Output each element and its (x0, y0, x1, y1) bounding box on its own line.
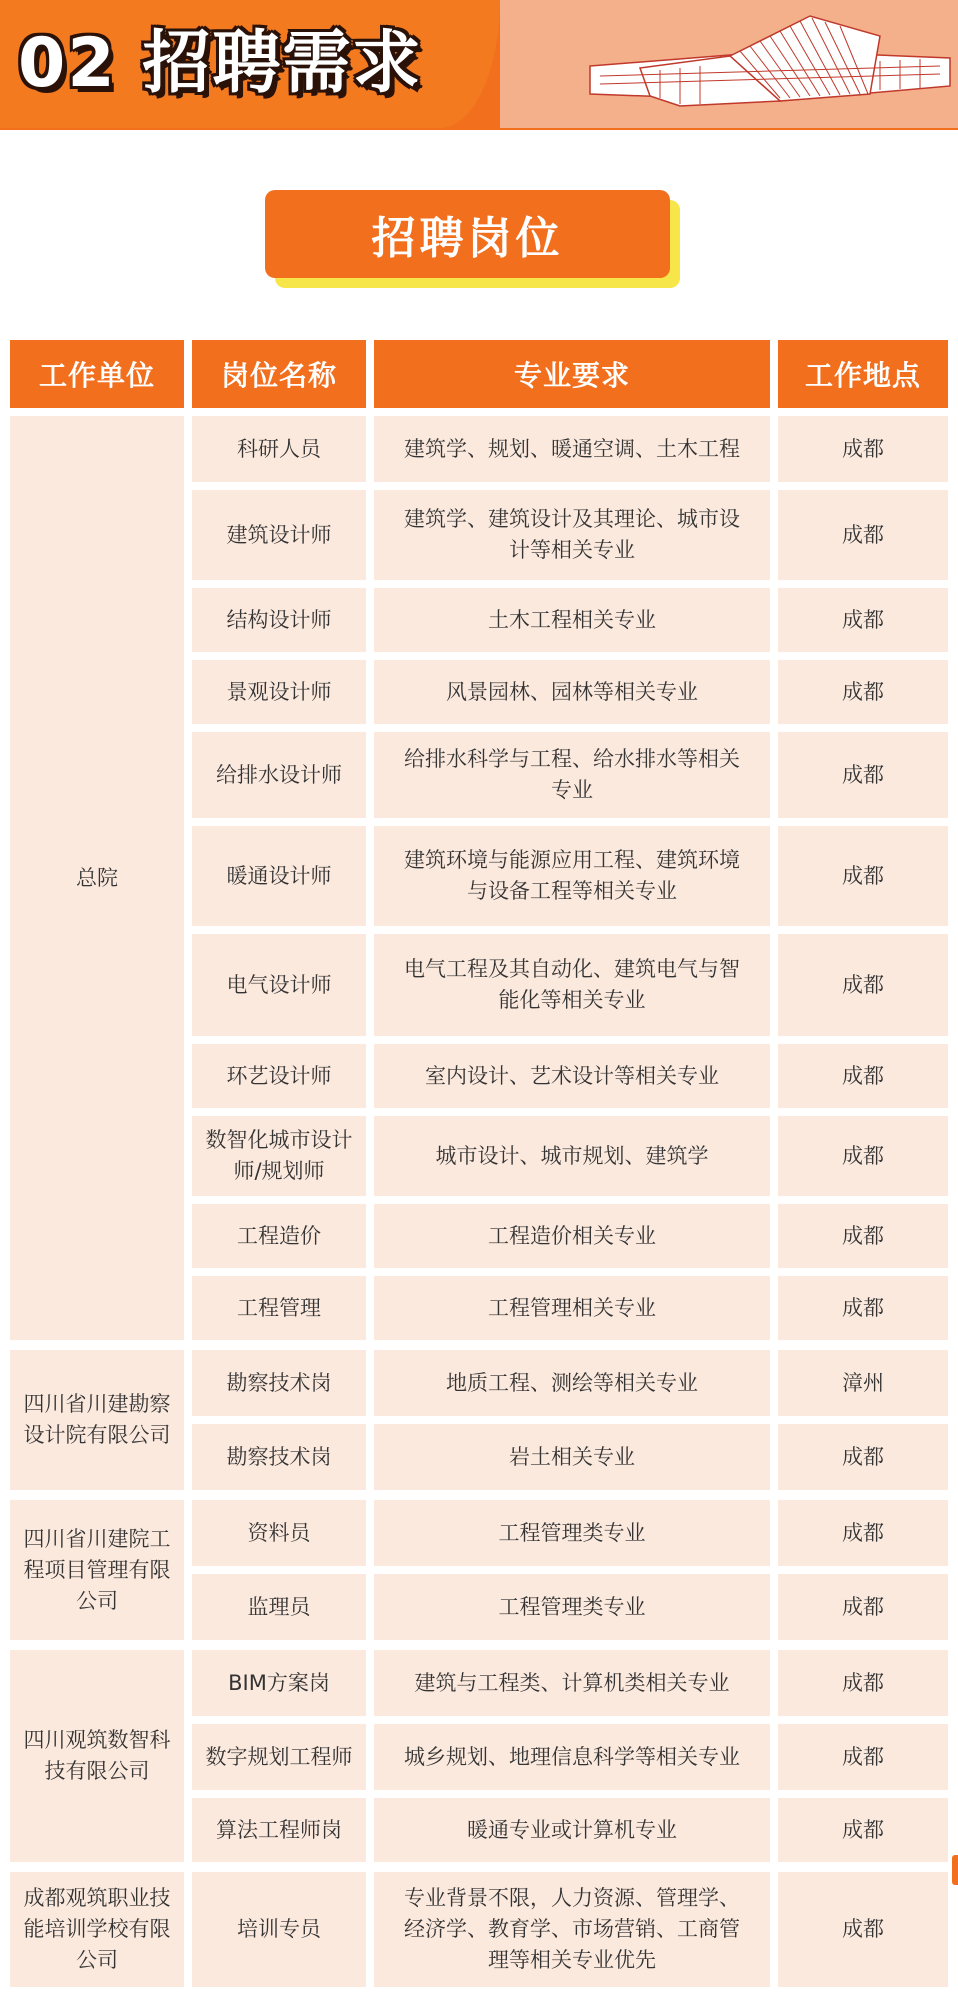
location-cell: 成都 (778, 826, 948, 926)
requirement-cell: 建筑与工程类、计算机类相关专业 (374, 1650, 770, 1716)
scroll-indicator[interactable] (952, 1855, 958, 1885)
subsection-pill (265, 190, 670, 278)
location-cell: 成都 (778, 588, 948, 652)
unit-cell: 四川省川建勘察设计院有限公司 (10, 1350, 184, 1490)
requirement-cell: 建筑学、建筑设计及其理论、城市设计等相关专业 (374, 490, 770, 580)
position-cell: 数智化城市设计师/规划师 (192, 1116, 366, 1196)
position-cell: BIM方案岗 (192, 1650, 366, 1716)
requirement-cell: 风景园林、园林等相关专业 (374, 660, 770, 724)
position-cell: 培训专员 (192, 1872, 366, 1987)
col-header-requirement: 专业要求 (374, 340, 770, 408)
unit-cell: 成都观筑职业技能培训学校有限公司 (10, 1872, 184, 1987)
unit-cell: 四川省川建院工程项目管理有限公司 (10, 1500, 184, 1640)
position-cell: 科研人员 (192, 416, 366, 482)
location-cell: 成都 (778, 1500, 948, 1566)
location-cell: 成都 (778, 416, 948, 482)
requirement-cell: 工程造价相关专业 (374, 1204, 770, 1268)
requirement-cell: 城市设计、城市规划、建筑学 (374, 1116, 770, 1196)
position-cell: 景观设计师 (192, 660, 366, 724)
requirement-cell: 建筑环境与能源应用工程、建筑环境与设备工程等相关专业 (374, 826, 770, 926)
location-cell: 成都 (778, 1204, 948, 1268)
location-cell: 成都 (778, 732, 948, 818)
location-cell: 成都 (778, 1872, 948, 1987)
location-cell: 成都 (778, 1724, 948, 1790)
position-cell: 资料员 (192, 1500, 366, 1566)
location-cell: 漳州 (778, 1350, 948, 1416)
position-cell: 工程造价 (192, 1204, 366, 1268)
location-cell: 成都 (778, 1798, 948, 1862)
requirement-cell: 暖通专业或计算机专业 (374, 1798, 770, 1862)
position-cell: 给排水设计师 (192, 732, 366, 818)
requirement-cell: 建筑学、规划、暖通空调、土木工程 (374, 416, 770, 482)
position-cell: 建筑设计师 (192, 490, 366, 580)
unit-cell: 总院 (10, 416, 184, 1340)
requirement-cell: 城乡规划、地理信息科学等相关专业 (374, 1724, 770, 1790)
requirement-cell: 专业背景不限，人力资源、管理学、经济学、教育学、市场营销、工商管理等相关专业优先 (374, 1872, 770, 1987)
location-cell: 成都 (778, 934, 948, 1036)
section-header (0, 0, 958, 130)
requirement-cell: 给排水科学与工程、给水排水等相关专业 (374, 732, 770, 818)
building-illustration-icon (580, 6, 958, 130)
position-cell: 工程管理 (192, 1276, 366, 1340)
section-number: 02 (18, 24, 117, 103)
section-heading (18, 18, 422, 110)
section-title: 招聘需求 (142, 24, 423, 103)
unit-cell: 四川观筑数智科技有限公司 (10, 1650, 184, 1862)
location-cell: 成都 (778, 1574, 948, 1640)
col-header-unit: 工作单位 (10, 340, 184, 408)
location-cell: 成都 (778, 1424, 948, 1490)
location-cell: 成都 (778, 660, 948, 724)
position-cell: 电气设计师 (192, 934, 366, 1036)
subsection-title: 招聘岗位 (371, 213, 564, 264)
position-cell: 环艺设计师 (192, 1044, 366, 1108)
col-header-position: 岗位名称 (192, 340, 366, 408)
location-cell: 成都 (778, 490, 948, 580)
position-cell: 算法工程师岗 (192, 1798, 366, 1862)
position-cell: 暖通设计师 (192, 826, 366, 926)
location-cell: 成都 (778, 1276, 948, 1340)
requirement-cell: 室内设计、艺术设计等相关专业 (374, 1044, 770, 1108)
position-cell: 勘察技术岗 (192, 1350, 366, 1416)
location-cell: 成都 (778, 1116, 948, 1196)
position-cell: 数字规划工程师 (192, 1724, 366, 1790)
position-cell: 结构设计师 (192, 588, 366, 652)
requirement-cell: 工程管理类专业 (374, 1574, 770, 1640)
location-cell: 成都 (778, 1044, 948, 1108)
requirement-cell: 电气工程及其自动化、建筑电气与智能化等相关专业 (374, 934, 770, 1036)
requirement-cell: 工程管理相关专业 (374, 1276, 770, 1340)
col-header-location: 工作地点 (778, 340, 948, 408)
location-cell: 成都 (778, 1650, 948, 1716)
requirement-cell: 地质工程、测绘等相关专业 (374, 1350, 770, 1416)
position-cell: 监理员 (192, 1574, 366, 1640)
requirement-cell: 土木工程相关专业 (374, 588, 770, 652)
position-cell: 勘察技术岗 (192, 1424, 366, 1490)
requirement-cell: 岩土相关专业 (374, 1424, 770, 1490)
requirement-cell: 工程管理类专业 (374, 1500, 770, 1566)
